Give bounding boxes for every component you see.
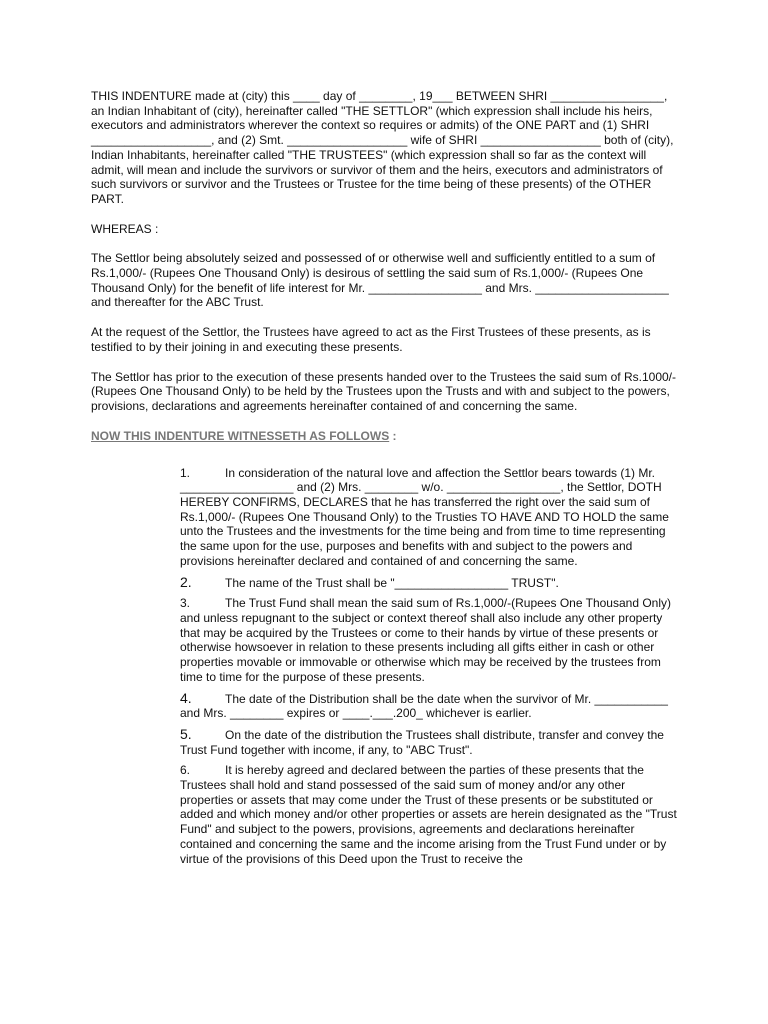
- witnesseth-heading-suffix: :: [389, 428, 397, 443]
- clause-number: 3.: [180, 596, 191, 611]
- clause-item: [180, 466, 680, 569]
- whereas-heading: WHEREAS :: [91, 221, 159, 236]
- clause-text: The name of the Trust shall be "_________________ TRUST".: [225, 575, 559, 590]
- trustees-agreement-paragraph: At the request of the Settlor, the Trustees have agreed to act as the First Trustees of these presents, as is testified to by their joining in and executing these presents.: [91, 325, 651, 354]
- settlor-paragraph: The Settlor being absolutely seized and possessed of or otherwise well and sufficiently entitled to a sum of Rs.1,000/- (Rupees One Thousand Only) is desirous of settling the said sum of Rs.1,000/- (Rupees One Thousand Only) for the benefit of life interest for Mr. _________________ and Mrs. ____________________ and thereafter for the ABC Trust.: [91, 251, 669, 310]
- clause-number: 1.: [180, 465, 191, 480]
- witnesseth-heading: [91, 429, 681, 444]
- clause-item: [180, 763, 680, 866]
- clause-item: [180, 596, 680, 684]
- clause-item: [180, 691, 680, 721]
- clause-text: The Trust Fund shall mean the said sum of Rs.1,000/-(Rupees One Thousand Only) and unless repugnant to the subject or context thereof shall also include any other property that may be acquired by the Trustees or come to their hands by virtue of these presents or otherwise howsoever in relation to these presents including all gifts either in cash or other properties movable or immovable or otherwise which may be received by the trustees from time to time for the purpose of these presents.: [180, 596, 672, 684]
- document-page: [91, 89, 681, 872]
- handover-paragraph: The Settlor has prior to the execution of these presents handed over to the Trustees the said sum of Rs.1000/- (Rupees One Thousand Only) to be held by the Trustees upon the Trusts and with and subject to the powers, provisions, declarations and agreements hereinafter contained of and concerning the same.: [91, 369, 676, 413]
- clause-number: 5.: [180, 725, 192, 742]
- clause-item: [180, 727, 680, 757]
- intro-paragraph: THIS INDENTURE made at (city) this ____ day of ________, 19___ BETWEEN SHRI _________________, an Indian Inhabitant of (city), hereinafter called "THE SETTLOR" (which expression shall include his heirs, executors and administrators wherever the context so requires or admits) of the ONE PART and (1) SHRI __________________, and (2) Smt. __________________ wife of SHRI __________________ both of (city), Indian Inhabitants, hereinafter called "THE TRUSTEES" (which expression shall so far as the context will admit, will mean and include the survivors or survivor of them and the heirs, executors and administrators of such survivors or survivor and the Trustees or Trustee for the time being of these presents) of the OTHER PART.: [91, 89, 674, 206]
- clause-list: [180, 466, 680, 867]
- clause-text: On the date of the distribution the Trustees shall distribute, transfer and convey the Trust Fund together with income, if any, to "ABC Trust".: [180, 727, 664, 757]
- clause-text: The date of the Distribution shall be the date when the survivor of Mr. ___________ and Mrs. ________ expires or ____.___.200_ whichever is earlier.: [180, 691, 668, 721]
- clause-number: 6.: [180, 763, 191, 778]
- clause-number: 4.: [180, 689, 192, 706]
- clause-text: In consideration of the natural love and affection the Settlor bears towards (1) Mr. _________________ and (2) Mrs. ________ w/o. _________________, the Settlor, DOTH HEREBY CONFIRMS, DECLARES that he has transferred the right over the said sum of Rs.1,000/- (Rupees One Thousand Only) to the Trusties TO HAVE AND TO HOLD the same unto the Trustees and the investments for the time being and from time to time representing the same upon for the use, purposes and benefits with and subject to the powers and provisions hereinafter declared and contained of and concerning the same.: [180, 465, 669, 568]
- witnesseth-heading-text: NOW THIS INDENTURE WITNESSETH AS FOLLOWS: [91, 428, 390, 443]
- clause-item: [180, 575, 680, 591]
- clause-number: 2.: [180, 573, 192, 590]
- clause-text: It is hereby agreed and declared between the parties of these presents that the Trustees shall hold and stand possessed of the said sum of money and/or any other properties or assets that may come under the Trust of these presents or be substituted or added and which money and/or other properties or assets are herein designated as the "Trust Fund" and subject to the powers, provisions, agreements and declarations hereinafter contained and concerning the same and the income arising from the Trust Fund under or by virtue of the provisions of this Deed upon the Trust to receive the: [180, 763, 677, 866]
